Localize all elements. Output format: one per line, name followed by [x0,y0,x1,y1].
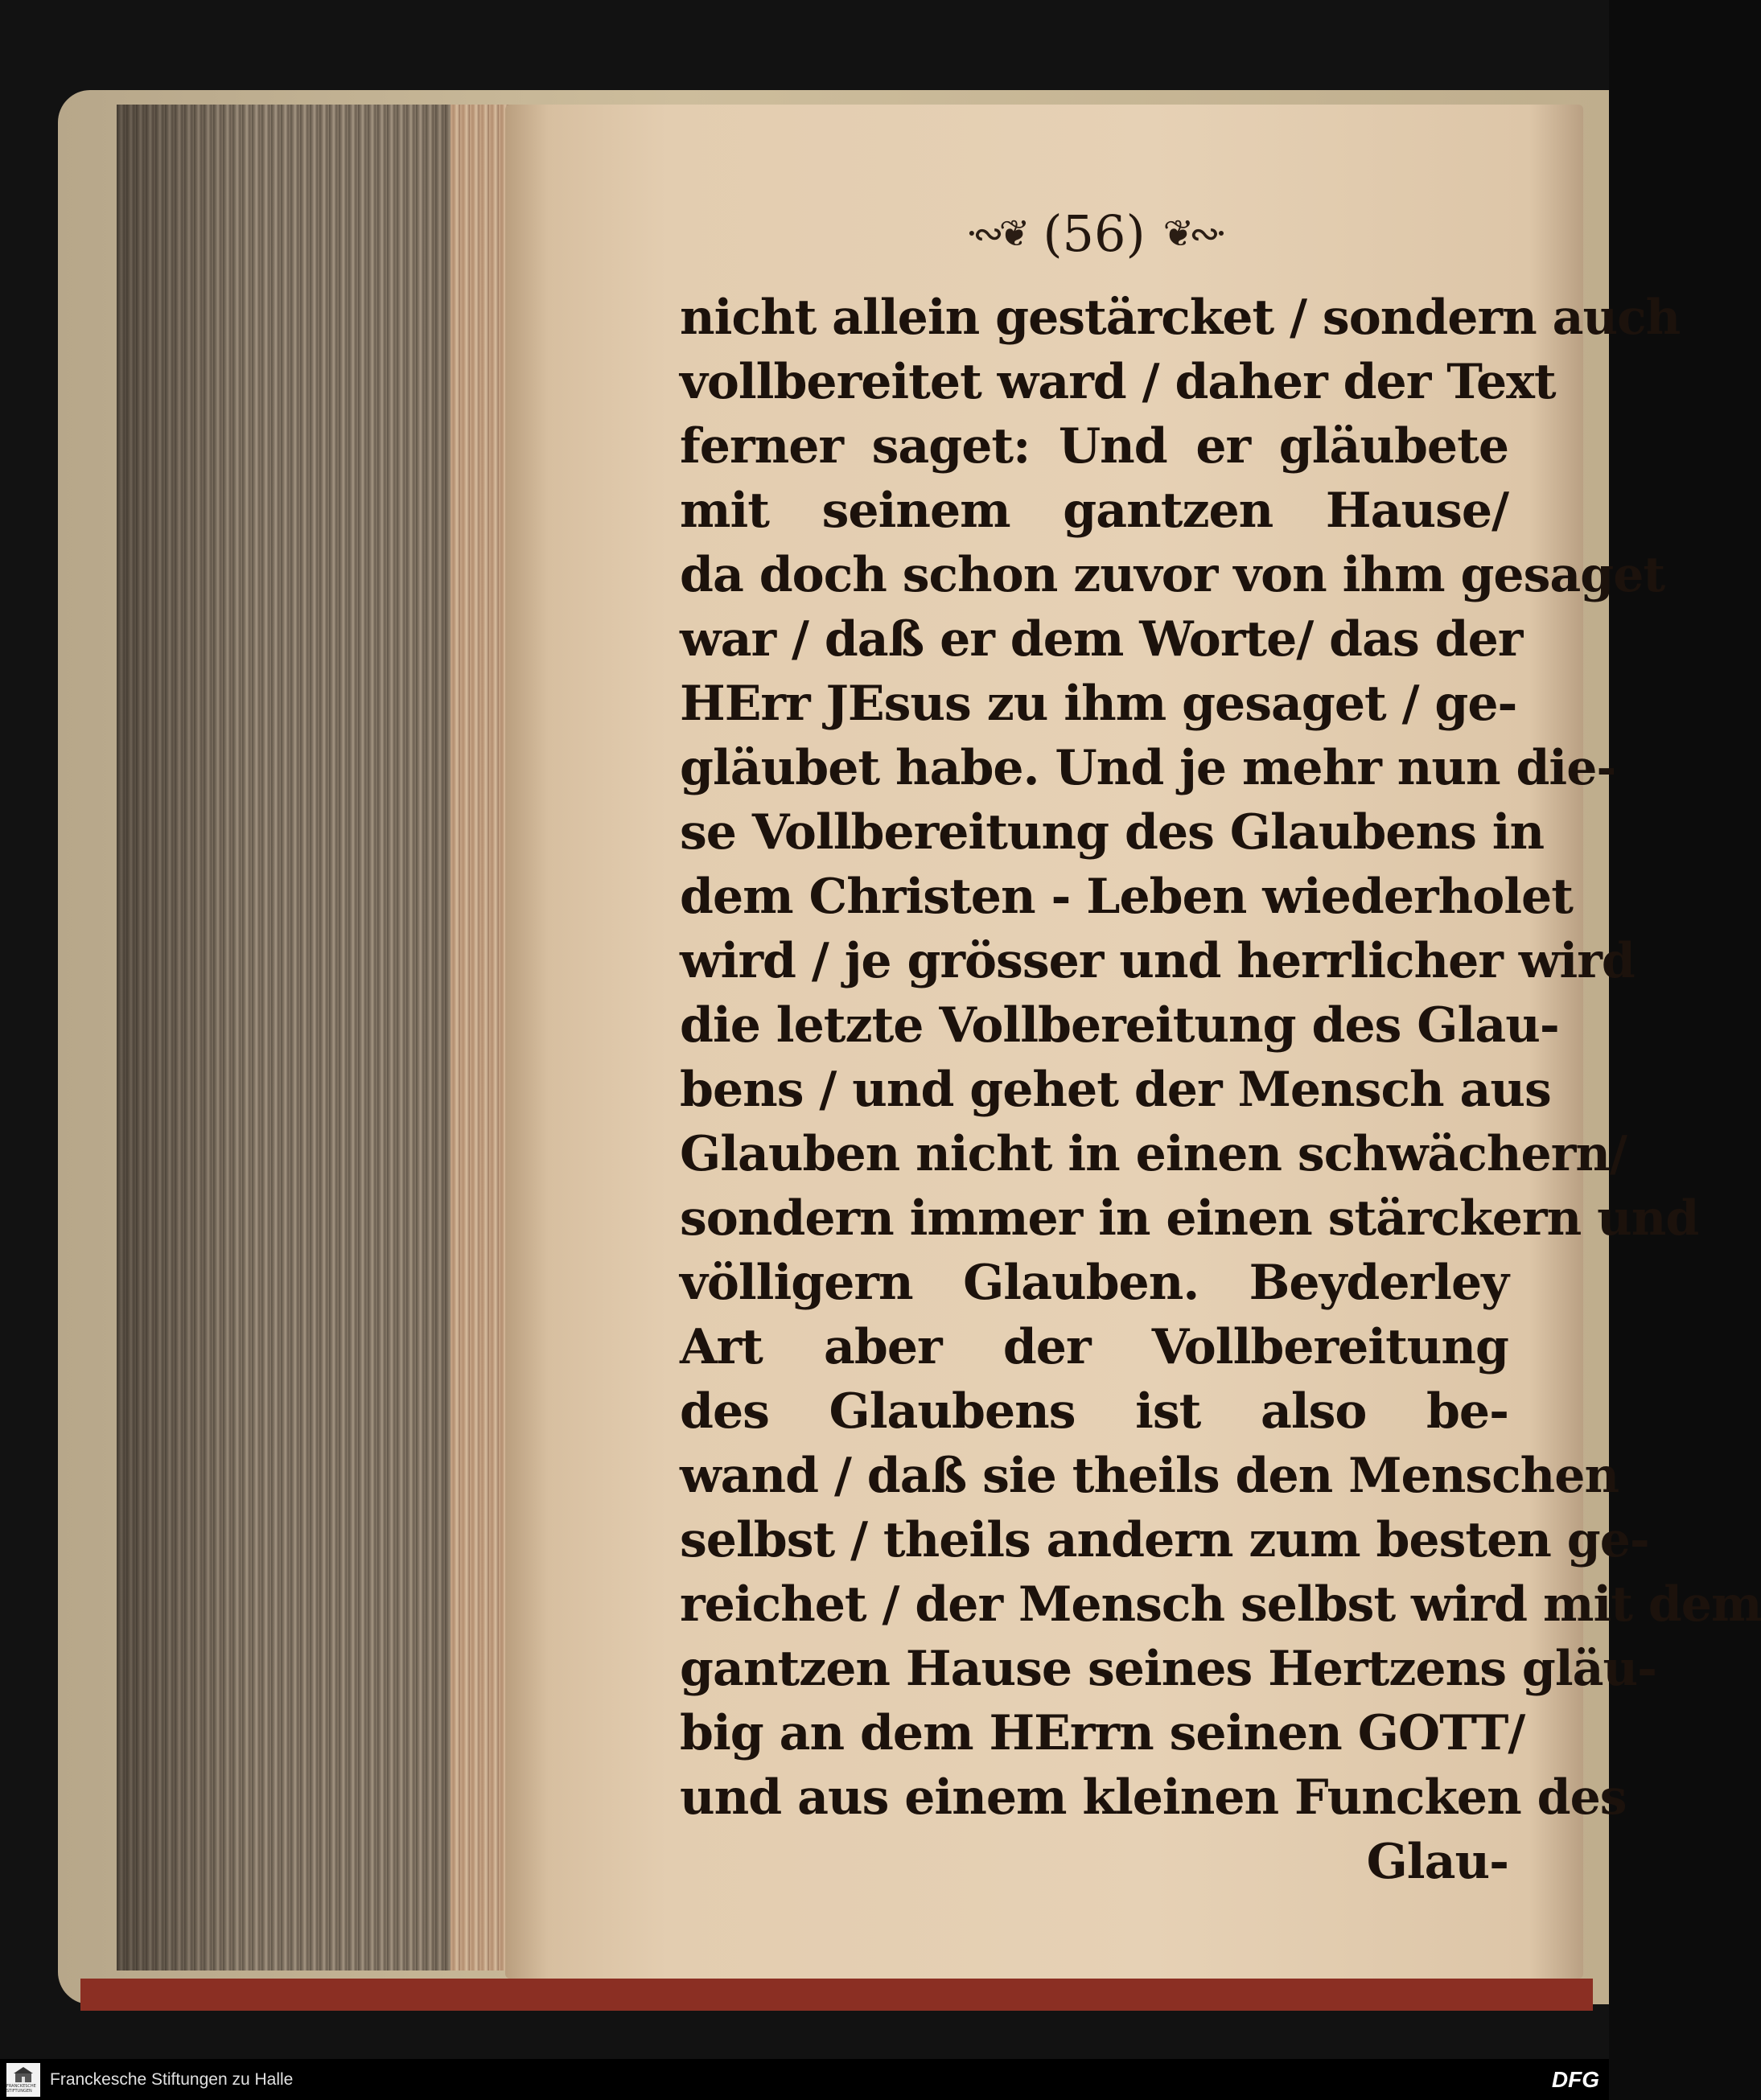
text-line: se Vollbereitung des Glaubens in [680,804,1545,861]
institution-name: Franckesche Stiftungen zu Halle [50,2069,294,2089]
text-line: da doch schon zuvor von ihm gesaget [680,547,1665,603]
dfg-logo: DFG [1551,2067,1599,2092]
text-line: nicht allein gestärcket / sondern auch [680,290,1681,346]
ornament-left-icon: ·∾❦ [965,212,1026,255]
text-line: selbst / theils andern zum besten ge- [680,1512,1649,1568]
text-line: mit seinem gantzen Hause/ [680,483,1508,539]
text-line: wand / daß sie theils den Menschen [680,1448,1619,1504]
text-line: war / daß er dem Worte/ das der [680,611,1523,668]
text-line: und aus einem kleinen Funcken des [680,1769,1627,1826]
text-line: HErr JEsus zu ihm gesaget / ge- [680,676,1517,732]
page-number: (56) [1043,203,1146,263]
text-line: vollbereitet ward / daher der Text [680,354,1556,410]
text-line: reichet / der Mensch selbst wird mit dem [680,1576,1761,1633]
catchword: Glau- [1366,1834,1508,1890]
text-line: bens / und gehet der Mensch aus [680,1062,1551,1118]
text-line: Glauben nicht in einen schwächern/ [680,1126,1627,1182]
text-line: big an dem HErrn seinen GOTT/ [680,1705,1525,1761]
cover-red-edge [80,1979,1593,2011]
text-line: des Glaubens ist also be- [680,1383,1508,1440]
page-header [680,201,1508,265]
text-line: Art aber der Vollbereitung [680,1319,1508,1375]
text-line: völligern Glauben. Beyderley [680,1255,1508,1311]
viewer-footer [0,2059,1609,2100]
text-line: dem Christen - Leben wiederholet [680,869,1573,925]
text-line: sondern immer in einen stärckern und [680,1190,1699,1247]
text-line: gläubet habe. Und je mehr nun die- [680,740,1616,796]
institution-logo-icon [13,2066,34,2084]
text-line: die letzte Vollbereitung des Glau- [680,997,1559,1054]
text-line: ferner saget: Und er gläubete [680,418,1508,475]
ornament-right-icon: ❦∾· [1162,212,1223,255]
page-block-shade [117,105,495,1971]
logo-text: FRANCKESCHE STIFTUNGEN [6,2083,36,2094]
text-line: gantzen Hause seines Hertzens gläu- [680,1641,1657,1697]
text-line: wird / je grösser und herrlicher wird [680,933,1635,989]
institution-logo [6,2063,40,2097]
